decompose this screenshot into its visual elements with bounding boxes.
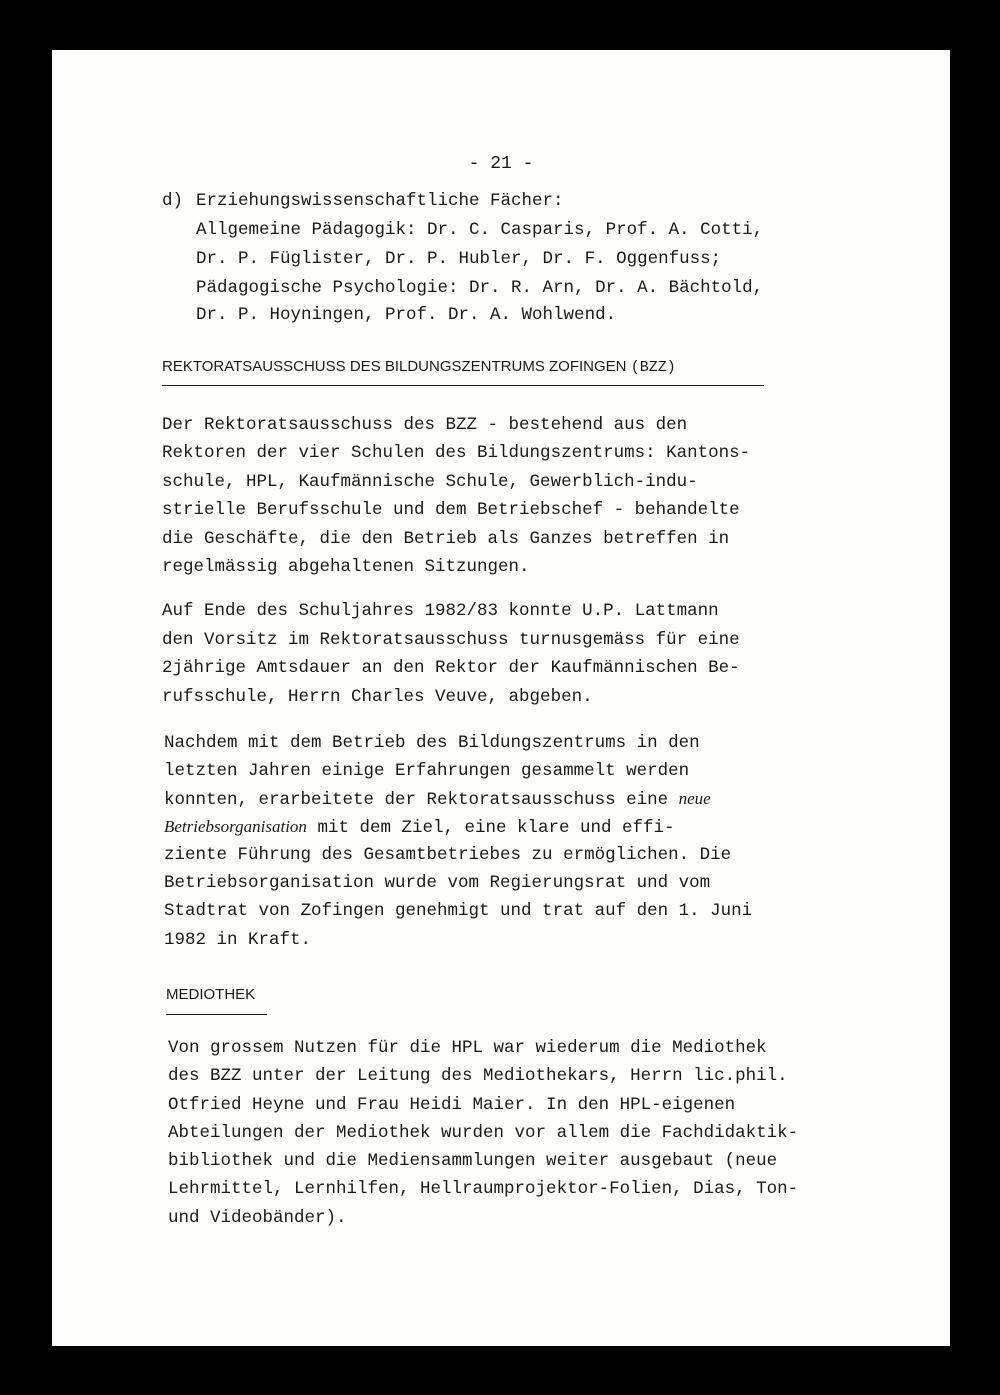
paragraph-line: Lehrmittel, Lernhilfen, Hellraumprojektor-Folien, Dias, Ton-	[168, 1179, 799, 1199]
section-d-line: Dr. P. Hoyningen, Prof. Dr. A. Wohlwend.	[196, 305, 617, 325]
paragraph-line: die Geschäfte, die den Betrieb als Ganzes betreffen in	[162, 529, 730, 549]
paragraph-line: Abteilungen der Mediothek wurden vor allem die Fachdidaktik-	[168, 1123, 799, 1143]
paragraph-line: Stadtrat von Zofingen genehmigt und trat auf den 1. Juni	[164, 901, 753, 921]
paragraph-line: ziente Führung des Gesamtbetriebes zu ermöglichen. Die	[164, 845, 732, 865]
paragraph-line: strielle Berufsschule und dem Betriebschef - behandelte	[162, 500, 740, 520]
paragraph-line: Rektoren der vier Schulen des Bildungszentrums: Kantons-	[162, 443, 751, 463]
section-d-line: Pädagogische Psychologie: Dr. R. Arn, Dr. A. Bächtold,	[196, 278, 764, 298]
paragraph-line: letzten Jahren einige Erfahrungen gesammelt werden	[164, 761, 690, 781]
paragraph-line: Otfried Heyne und Frau Heidi Maier. In den HPL-eigenen	[168, 1095, 736, 1115]
section-d-line: Erziehungswissenschaftliche Fächer:	[196, 191, 564, 211]
text-run: konnten, erarbeitete der Rektoratsausschuss eine	[164, 790, 679, 810]
text-run: mit dem Ziel, eine klare und effi-	[306, 818, 675, 838]
paragraph-line: den Vorsitz im Rektoratsausschuss turnusgemäss für eine	[162, 630, 740, 650]
section-d-line: Allgemeine Pädagogik: Dr. C. Casparis, Prof. A. Cotti,	[196, 220, 764, 240]
paragraph-line	[164, 817, 675, 838]
paragraph-line: 2jährige Amtsdauer an den Rektor der Kaufmännischen Be-	[162, 658, 740, 678]
mediothek-heading: MEDIOTHEK	[166, 986, 256, 1003]
paragraph-line	[164, 789, 711, 810]
paragraph-line: schule, HPL, Kaufmännische Schule, Gewerblich-indu-	[162, 472, 698, 492]
document-page	[52, 50, 950, 1346]
paragraph-line: Von grossem Nutzen für die HPL war wiederum die Mediothek	[168, 1038, 767, 1058]
paragraph-line: Auf Ende des Schuljahres 1982/83 konnte U.P. Lattmann	[162, 601, 719, 621]
paragraph-line: rufsschule, Herrn Charles Veuve, abgeben.	[162, 687, 593, 707]
page-number: - 21 -	[468, 154, 534, 174]
italic-term: Betriebsorganisation	[164, 817, 307, 836]
paragraph-line: und Videobänder).	[168, 1208, 347, 1228]
paragraph-line: 1982 in Kraft.	[164, 930, 312, 950]
rektorat-heading-text: REKTORATSAUSSCHUSS DES BILDUNGSZENTRUMS ZOFINGEN	[162, 358, 627, 375]
paragraph-line: des BZZ unter der Leitung des Mediothekars, Herrn lic.phil.	[168, 1066, 788, 1086]
rektorat-heading	[162, 358, 676, 376]
heading-underline	[166, 1014, 267, 1015]
paragraph-line: regelmässig abgehaltenen Sitzungen.	[162, 557, 530, 577]
paragraph-line: Nachdem mit dem Betrieb des Bildungszentrums in den	[164, 733, 700, 753]
paragraph-line: Betriebsorganisation wurde vom Regierungsrat und vom	[164, 873, 711, 893]
rektorat-heading-abbr: (BZZ)	[630, 359, 676, 376]
paragraph-line: Der Rektoratsausschuss des BZZ - bestehend aus den	[162, 415, 688, 435]
section-d-marker: d)	[162, 191, 184, 211]
section-d-line: Dr. P. Füglister, Dr. P. Hubler, Dr. F. Oggenfuss;	[196, 249, 722, 269]
paragraph-line: bibliothek und die Mediensammlungen weiter ausgebaut (neue	[168, 1151, 778, 1171]
italic-term: neue	[678, 789, 711, 808]
heading-underline	[162, 385, 764, 386]
